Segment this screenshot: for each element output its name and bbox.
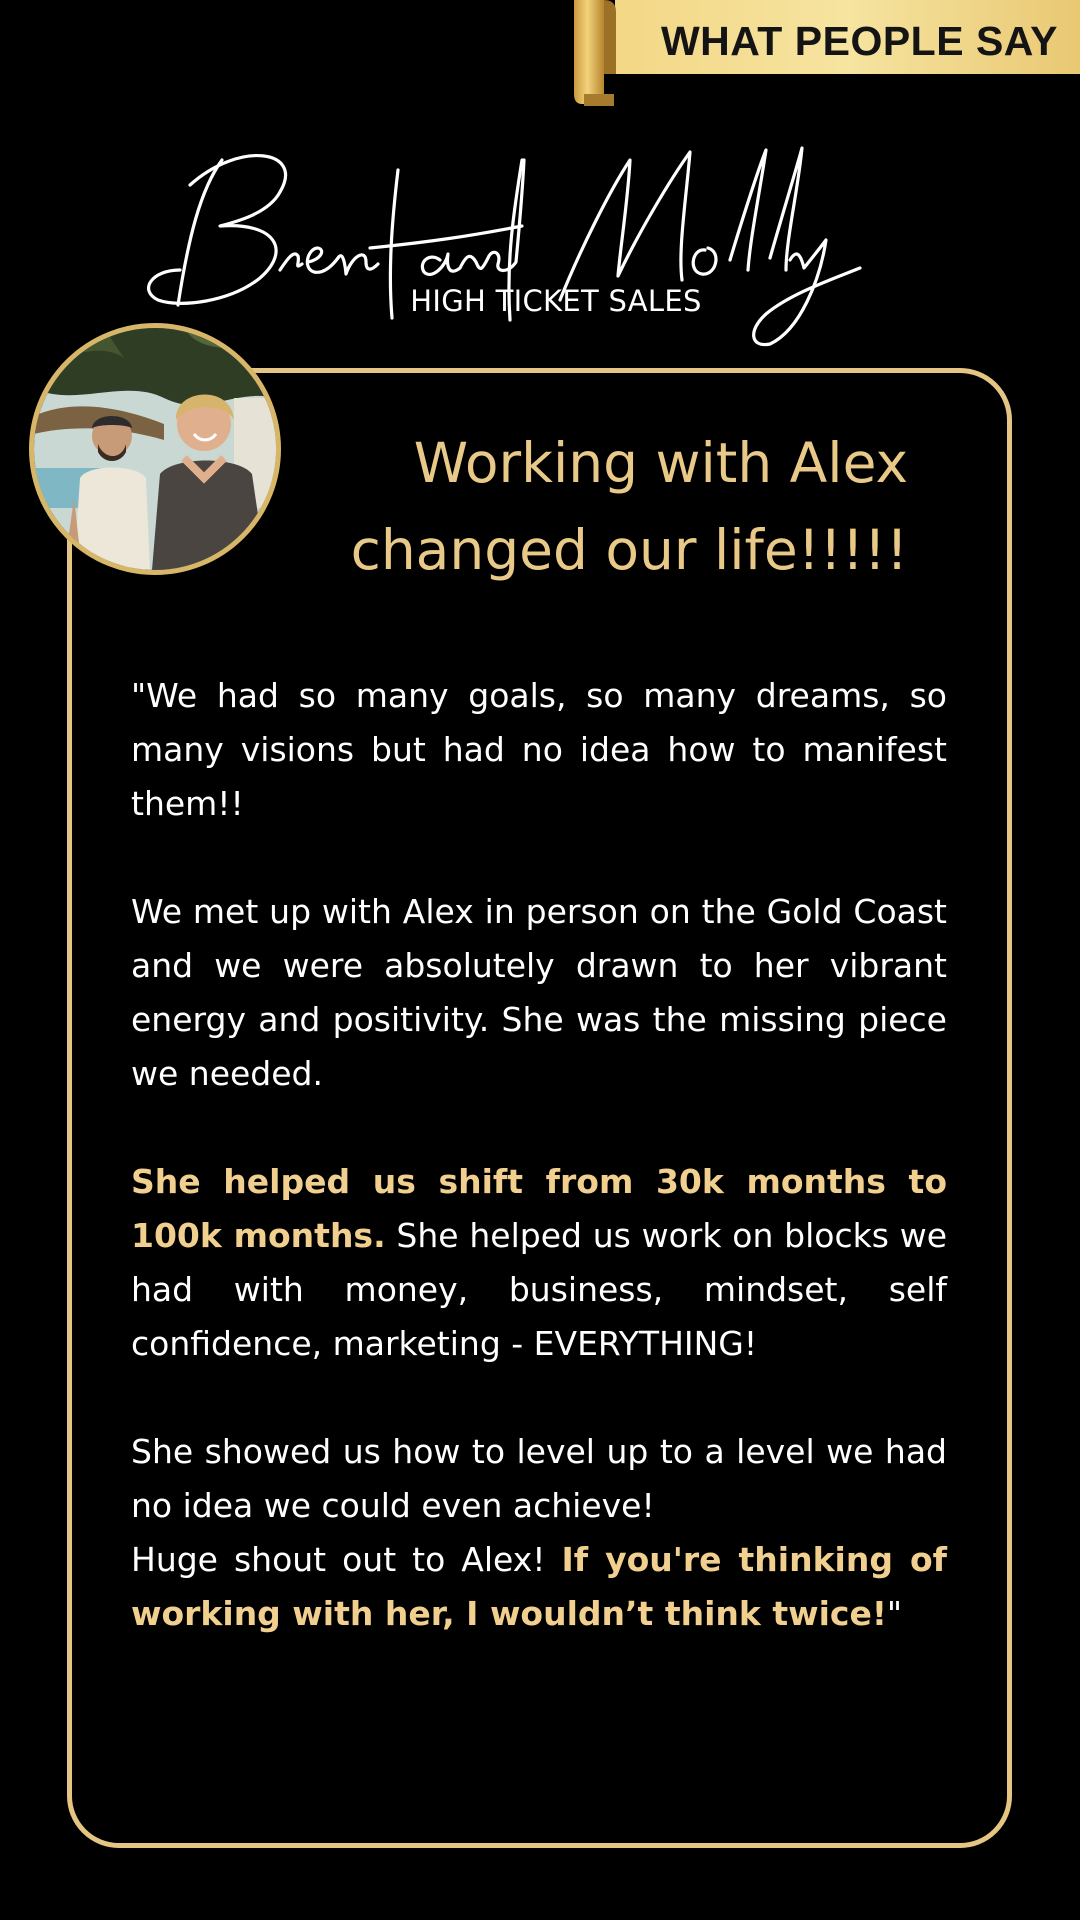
testimonial-paragraph-4: She showed us how to level up to a level we had no idea we could even achieve! [131,1432,947,1525]
testimonial-paragraph-3 [131,1155,947,1371]
testimonial-paragraph-2: We met up with Alex in person on the Gold Coast and we were absolutely drawn to her vibrant energy and positivity. She was the missing piece we needed. [131,892,947,1093]
testimonial-paragraph-5 [131,1533,947,1641]
headline [300,420,908,594]
shout-out-text: Huge shout out to Alex! [131,1540,562,1579]
closing-quote: " [886,1594,903,1633]
headline-line-1: Working with Alex [413,431,908,495]
headline-line-2: changed our life!!!!! [350,518,908,582]
banner-label: WHAT PEOPLE SAY [660,18,1058,64]
avatar [29,323,281,575]
highlight-revenue: She helped us shift from 30k months to 100k months. [131,1162,947,1255]
subtitle: HIGH TICKET SALES [410,284,702,318]
header-banner [615,0,1080,74]
testimonial-paragraph-1: "We had so many goals, so many dreams, so many visions but had no idea how to manifest them!! [131,676,947,823]
highlight-recommendation: If you're thinking of working with her, I wouldn’t think twice! [131,1540,947,1633]
ribbon-fold-decoration [574,0,616,106]
paragraph-3-rest: She helped us work on blocks we had with money, business, mindset, self confidence, marketing - EVERYTHING! [131,1216,947,1363]
testimonial-body [131,669,947,1641]
